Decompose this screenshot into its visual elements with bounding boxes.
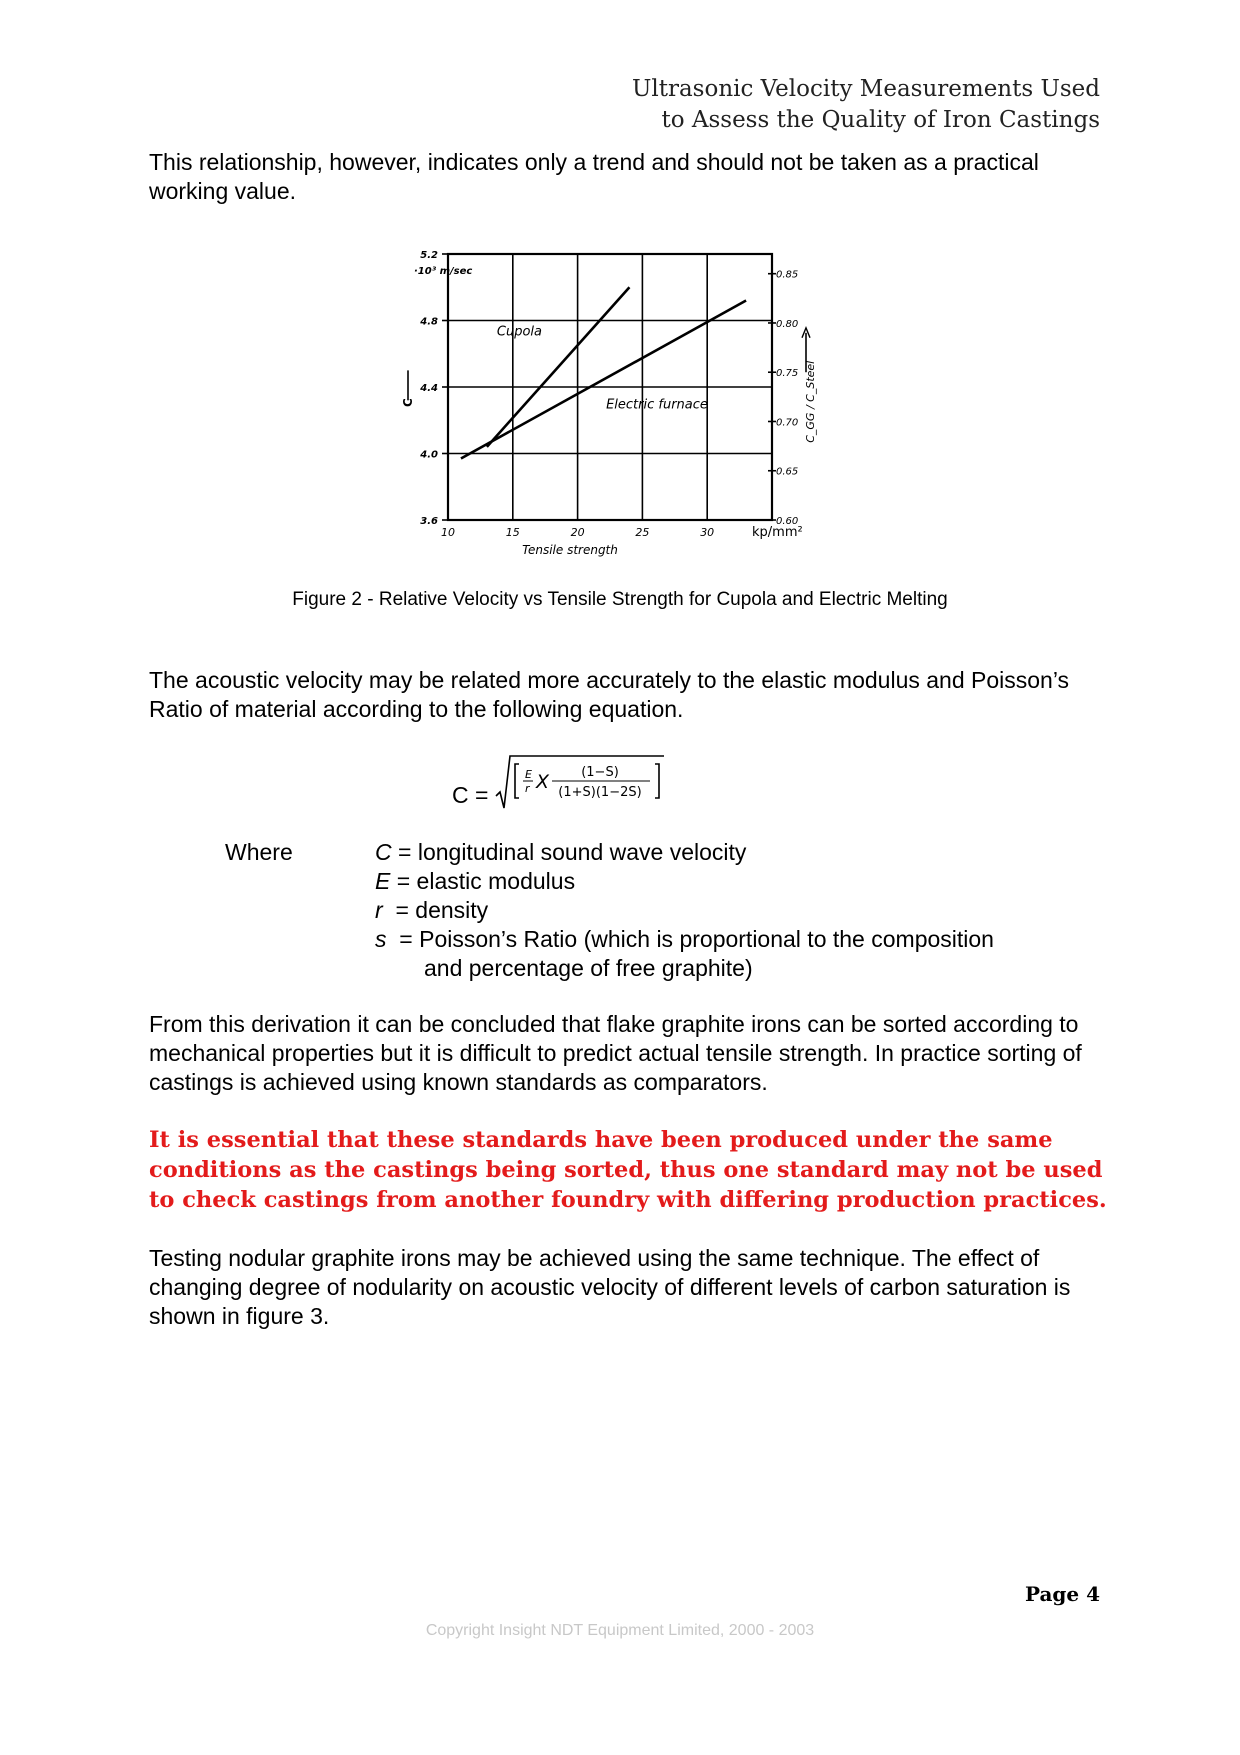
document-header: [632, 74, 1100, 136]
y-tick-label: 4.4: [420, 383, 438, 394]
velocity-tensile-chart: [400, 242, 820, 582]
x-tick-label: 15: [505, 526, 520, 539]
definitions-list: [375, 838, 1095, 983]
definition-s: s = Poisson’s Ratio (which is proportional to the composition: [375, 926, 994, 952]
paragraph-equation-intro: The acoustic velocity may be related more accurately to the elastic modulus and Poisson’s Ratio of material according to the following equation.: [149, 667, 1070, 722]
y2-tick-label: 0.75: [776, 368, 799, 380]
y2-tick-label: 0.65: [776, 466, 799, 478]
header-line-2: to Assess the Quality of Iron Castings: [661, 107, 1100, 133]
definition-s-continuation: and percentage of free graphite): [424, 955, 753, 981]
equation-denominator: (1+S)(1−2S): [558, 785, 642, 800]
y-unit-label: ·10³ m/sec: [414, 266, 473, 277]
equation-numerator: (1−S): [581, 765, 619, 780]
x-unit-label: kp/mm²: [752, 525, 803, 540]
y2-tick-label: 0.70: [776, 417, 799, 429]
x-tick-label: 30: [700, 526, 715, 539]
definition-c: C = longitudinal sound wave velocity: [375, 839, 747, 865]
y2-tick-label: 0.80: [776, 318, 799, 330]
right-axis-title: C_GG / C_Steel: [804, 360, 817, 443]
y-tick-label: 4.8: [420, 316, 438, 328]
equation-lhs: C =: [452, 782, 489, 808]
series-label: Electric furnace: [606, 397, 708, 413]
where-label: Where: [225, 839, 293, 865]
x-axis-title: Tensile strength: [522, 543, 618, 557]
y-tick-label: 4.0: [420, 449, 438, 461]
y2-tick-label: 0.60: [776, 516, 799, 527]
y-tick-label: 5.2: [420, 250, 438, 261]
equation-times: X: [536, 771, 550, 793]
paragraph-conclusion: From this derivation it can be concluded that flake graphite irons can be sorted according to mechanical properties but it is difficult to predict actual tensile strength. In practice sorting of castings is achieved using known standards as comparators.: [149, 1011, 1082, 1095]
equation-frac-bottom: r: [525, 782, 530, 795]
series-line: [487, 287, 630, 447]
equation-radical: [452, 752, 692, 812]
figure-caption: Figure 2 - Relative Velocity vs Tensile Strength for Cupola and Electric Melting: [292, 589, 948, 610]
paragraph-intro: This relationship, however, indicates only a trend and should not be taken as a practical working value.: [149, 149, 1039, 204]
x-tick-label: 20: [570, 526, 585, 539]
header-line-1: Ultrasonic Velocity Measurements Used: [631, 76, 1100, 102]
y2-tick-label: 0.85: [776, 269, 799, 281]
figure-2: [400, 242, 820, 582]
series-label: Cupola: [496, 324, 542, 340]
y-tick-label: 3.6: [420, 516, 438, 527]
velocity-equation: [452, 752, 692, 812]
page-number: Page 4: [1024, 1582, 1100, 1606]
warning-paragraph: It is essential that these standards have been produced under the same conditions as the castings being sorted, thus one standard may not be used to check castings from another foundry with differing production practices.: [149, 1127, 1107, 1213]
x-tick-label: 25: [635, 526, 650, 539]
definition-r: r = density: [375, 897, 489, 923]
y-axis-symbol: C: [401, 398, 415, 407]
x-tick-label: 10: [441, 526, 455, 539]
copyright-notice: Copyright Insight NDT Equipment Limited, 2000 - 2003: [425, 1622, 815, 1639]
definition-e: E = elastic modulus: [375, 868, 576, 894]
paragraph-nodular: Testing nodular graphite irons may be achieved using the same technique. The effect of changing degree of nodularity on acoustic velocity of different levels of carbon saturation is shown in figure 3.: [149, 1245, 1071, 1329]
equation-frac-top: E: [525, 768, 532, 781]
